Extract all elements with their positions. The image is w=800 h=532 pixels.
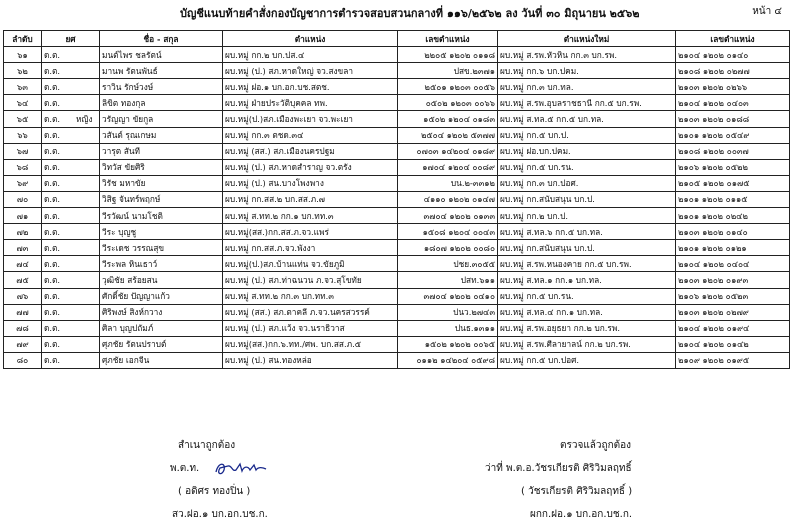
row-new-position-number: ๒๑๐๘ ๑๒๐๒ ๐๐๓๗ xyxy=(676,143,790,159)
row-rank: ด.ต. xyxy=(42,63,70,79)
row-gender xyxy=(70,256,100,272)
page-number: หน้า ๔ xyxy=(752,6,782,17)
row-position-number: ๑๘๐๗ ๑๒๐๒ ๐๐๘๐ xyxy=(398,240,498,256)
row-order: ๗๒ xyxy=(4,224,42,240)
row-order: ๗๖ xyxy=(4,288,42,304)
row-position: ผบ.หมู่ ฝอ.๑ บก.อก.บช.สตช. xyxy=(223,79,398,95)
col-header-position-number: เลขตำแหน่ง xyxy=(398,31,498,47)
table-row xyxy=(4,127,790,143)
row-new-position-number: ๒๑๐๔ ๑๒๐๒ ๐๑๔๒ xyxy=(676,336,790,352)
row-position-number: ๐๗๐๓ ๑๔๒๐๔ ๐๑๘๙ xyxy=(398,143,498,159)
document-title: บัญชีแนบท้ายคำสั่งกองบัญชาการตำรวจสอบสวนกลางที่ ๑๑๖/๒๕๖๒ ลง วันที่ ๓๐ มิถุนายน ๒๕๖๒ xyxy=(180,7,640,20)
personnel-table xyxy=(3,30,790,369)
row-position-number: บน.๒-๓๓๑๒ xyxy=(398,175,498,191)
col-header-new-position: ตำแหน่งใหม่ xyxy=(498,31,676,47)
row-name: วิทวัส ขัยศิริ xyxy=(100,159,223,175)
row-new-position: ผบ.หมู่ ส.ทล.๖ กก.๕ บก.ทล. xyxy=(498,224,676,240)
row-gender xyxy=(70,272,100,288)
row-position: ผบ.หมู่ ส.ทท.๒ กก.๓ บก.ทท.๓ xyxy=(223,288,398,304)
row-new-position-number: ๒๑๐๔ ๑๒๐๒ ๐๑๙๔ xyxy=(676,320,790,336)
table-row xyxy=(4,208,790,224)
row-name: วารุต สันที xyxy=(100,143,223,159)
row-new-position: ผบ.หมู่ กก.๓ บก.ทล. xyxy=(498,79,676,95)
row-position: ผบ.หมู่ กก.๓ ตชด.๓๔ xyxy=(223,127,398,143)
row-gender xyxy=(70,63,100,79)
row-gender xyxy=(70,336,100,352)
row-new-position: ผบ.หมู่ กก.๕ บก.รน. xyxy=(498,288,676,304)
row-rank: ด.ต. xyxy=(42,336,70,352)
row-gender xyxy=(70,79,100,95)
table-row xyxy=(4,256,790,272)
row-new-position: ผบ.หมู่ กก.๖ บก.ปคม. xyxy=(498,63,676,79)
col-header-order: ลำดับ xyxy=(4,31,42,47)
table-row xyxy=(4,191,790,207)
row-new-position: ผบ.หมู่ กก.๕ บก.ป. xyxy=(498,127,676,143)
row-new-position-number: ๒๑๐๑ ๑๒๐๒ ๐๑๑๕ xyxy=(676,191,790,207)
row-gender xyxy=(70,47,100,63)
row-position: ผบ.หมู่ (ป.) สภ.แว้ง จว.นราธิวาส xyxy=(223,320,398,336)
table-row xyxy=(4,336,790,352)
row-position-number: ปชย.๓๐๕๕ xyxy=(398,256,498,272)
row-gender xyxy=(70,304,100,320)
row-position: ผบ.หมู่ กก.สส.ภ.จว.พังงา xyxy=(223,240,398,256)
table-row xyxy=(4,288,790,304)
row-order: ๗๓ xyxy=(4,240,42,256)
row-new-position: ผบ.หมู่ ส.ทล.๑ กก.๑ บก.ทล. xyxy=(498,272,676,288)
row-position-number: ๑๕๐๘ ๑๒๐๔ ๐๐๔๓ xyxy=(398,224,498,240)
row-position: ผบ.หมู่ ฝ่ายประวัติบุคคล ทพ. xyxy=(223,95,398,111)
row-rank: ด.ต. xyxy=(42,272,70,288)
row-new-position: ผบ.หมู่ ส.รพ.อุบลราชธานี กก.๕ บก.รพ. xyxy=(498,95,676,111)
row-name: วีระ บุญชู xyxy=(100,224,223,240)
row-new-position: ผบ.หมู่ ส.ทล.๔ กก.๑ บก.ทล. xyxy=(498,304,676,320)
row-order: ๗๔ xyxy=(4,256,42,272)
row-new-position-number: ๒๑๐๑ ๑๒๐๒ ๐๑๒๑ xyxy=(676,240,790,256)
row-name: ศุภชัย เอกจีน xyxy=(100,352,223,368)
row-name: วสันต์ รุณเกษม xyxy=(100,127,223,143)
row-name: วีรวัฒน์ นามโชติ xyxy=(100,208,223,224)
row-rank: ด.ต. xyxy=(42,320,70,336)
row-position-number: ๓๗๐๔ ๑๒๐๒ ๐๑๓๓ xyxy=(398,208,498,224)
row-gender xyxy=(70,191,100,207)
row-order: ๘๐ xyxy=(4,352,42,368)
row-position: ผบ.หมู่ (ป.) สภ.หาดสำราญ จว.ตรัง xyxy=(223,159,398,175)
row-gender xyxy=(70,159,100,175)
row-gender xyxy=(70,320,100,336)
row-name: ราวิน รักษ์วงษ์ xyxy=(100,79,223,95)
row-position: ผบ.หมู่(สส.)กก.๖.ทท./ศพ. บก.สส.ภ.๕ xyxy=(223,336,398,352)
row-new-position-number: ๒๑๐๔ ๑๒๐๒ ๐๔๐๓ xyxy=(676,95,790,111)
row-gender xyxy=(70,352,100,368)
row-order: ๖๔ xyxy=(4,95,42,111)
row-rank: ด.ต. xyxy=(42,79,70,95)
row-position-number: ๓๗๐๔ ๑๒๐๒ ๐๔๑๐ xyxy=(398,288,498,304)
left-signer-position: สว.ฝอ.๑ บก.อก.บช.ก. xyxy=(172,509,268,520)
row-rank: ด.ต. xyxy=(42,175,70,191)
row-new-position-number: ๒๑๐๔ ๑๒๐๒ ๐๔๐๔ xyxy=(676,256,790,272)
row-rank: ด.ต. xyxy=(42,352,70,368)
row-name: วิสิฐ จันทร์พฤกษ์ xyxy=(100,191,223,207)
row-position: ผบ.หมู่(ป.)สภ.เมืองพะเยา จว.พะเยา xyxy=(223,111,398,127)
row-name: วุฒิชัย สร้อยสน xyxy=(100,272,223,288)
row-position-number: ปนว.๒๗๔๓ xyxy=(398,304,498,320)
row-position: ผบ.หมู่ (สส.) สภ.เมืองนครปฐม xyxy=(223,143,398,159)
right-signer-name: ( วัชรเกียรติ ศิริวิมลฤทธิ์ ) xyxy=(521,486,633,497)
table-row xyxy=(4,159,790,175)
row-position: ผบ.หมู่ กก.สส.๒ บก.สส.ภ.๗ xyxy=(223,191,398,207)
row-gender xyxy=(70,143,100,159)
row-gender xyxy=(70,127,100,143)
row-position: ผบ.หมู่ (ป.) สภ.ท่าฉนวน ภ.จว.สุโขทัย xyxy=(223,272,398,288)
row-position-number: ปสข.๒๓๗๑ xyxy=(398,63,498,79)
row-rank: ด.ต. xyxy=(42,47,70,63)
right-signer-rank-name: ว่าที่ พ.ต.อ.วัชรเกียรติ ศิริวิมลฤทธิ์ xyxy=(485,463,632,474)
row-rank: ด.ต. xyxy=(42,240,70,256)
row-new-position: ผบ.หมู่ กก.สนับสนุน บก.ป. xyxy=(498,240,676,256)
table-row xyxy=(4,111,790,127)
row-position-number: ๒๒๐๕ ๑๒๐๒ ๐๑๑๘ xyxy=(398,47,498,63)
table-row xyxy=(4,95,790,111)
row-order: ๗๑ xyxy=(4,208,42,224)
table-row xyxy=(4,240,790,256)
row-new-position-number: ๒๑๐๙ ๑๒๐๒ ๐๑๙๕ xyxy=(676,352,790,368)
row-gender xyxy=(70,240,100,256)
table-row xyxy=(4,352,790,368)
row-rank: ด.ต. xyxy=(42,127,70,143)
table-row xyxy=(4,224,790,240)
row-order: ๗๐ xyxy=(4,191,42,207)
certify-copy-text: สำเนาถูกต้อง xyxy=(178,440,236,451)
row-gender xyxy=(70,224,100,240)
col-header-new-position-number: เลขตำแหน่ง xyxy=(676,31,790,47)
row-new-position: ผบ.หมู่ ส.ทล.๕ กก.๕ บก.ทล. xyxy=(498,111,676,127)
right-signer-position: ผกก.ฝอ.๑ บก.อก.บช.ก. xyxy=(530,509,633,520)
col-header-position: ตำแหน่ง xyxy=(223,31,398,47)
table-row xyxy=(4,47,790,63)
row-order: ๖๘ xyxy=(4,159,42,175)
col-header-rank: ยศ xyxy=(42,31,100,47)
row-name: ศิริพงษ์ สิงห์กวาง xyxy=(100,304,223,320)
row-rank: ด.ต. xyxy=(42,208,70,224)
row-order: ๗๗ xyxy=(4,304,42,320)
row-new-position-number: ๒๑๐๕ ๑๒๐๒ ๐๑๗๕ xyxy=(676,175,790,191)
row-new-position-number: ๒๑๐๘ ๑๒๐๒ ๐๒๗๗ xyxy=(676,63,790,79)
row-gender xyxy=(70,208,100,224)
row-position-number: ปนธ.๑๓๑๑ xyxy=(398,320,498,336)
row-new-position-number: ๒๑๐๓ ๑๒๐๒ ๐๑๔๐ xyxy=(676,224,790,240)
row-position-number: ปสท.๖๑๑ xyxy=(398,272,498,288)
row-new-position-number: ๒๑๐๓ ๑๒๐๒ ๐๑๘๘ xyxy=(676,111,790,127)
row-name: ศิลา บุญปถัมภ์ xyxy=(100,320,223,336)
row-name: ลิขิต ทองกุล xyxy=(100,95,223,111)
row-position-number: ๒๕๐๔ ๑๒๐๒ ๕๓๗๗ xyxy=(398,127,498,143)
col-header-name: ชื่อ - สกุล xyxy=(100,31,223,47)
row-new-position-number: ๒๑๐๑ ๑๒๐๒ ๐๕๔๙ xyxy=(676,127,790,143)
row-gender xyxy=(70,288,100,304)
table-row xyxy=(4,63,790,79)
row-new-position: ผบ.หมู่ กก.สนับสนุน บก.ป. xyxy=(498,191,676,207)
document-header xyxy=(0,4,800,20)
table-row xyxy=(4,79,790,95)
row-order: ๖๕ xyxy=(4,111,42,127)
handwritten-signature xyxy=(210,458,272,478)
table-header-row xyxy=(4,31,790,47)
row-new-position: ผบ.หมู่ ส.รพ.หนองคาย กก.๕ บก.รพ. xyxy=(498,256,676,272)
row-new-position-number: ๒๑๐๖ ๑๒๐๒ ๐๕๒๓ xyxy=(676,288,790,304)
left-signer-rank: พ.ต.ท. xyxy=(170,463,200,474)
row-new-position-number: ๒๑๐๖ ๑๒๐๒ ๐๕๒๒ xyxy=(676,159,790,175)
table-row xyxy=(4,320,790,336)
row-position-number: ๑๕๐๒ ๑๒๐๔ ๐๑๘๓ xyxy=(398,111,498,127)
row-order: ๖๑ xyxy=(4,47,42,63)
row-new-position-number: ๒๑๐๑ ๑๒๐๒ ๐๒๔๒ xyxy=(676,208,790,224)
row-new-position: ผบ.หมู่ กก.๕ บก.ปอศ. xyxy=(498,352,676,368)
row-position: ผบ.หมู่ (ป.) สภ.หาดใหญ่ จว.สงขลา xyxy=(223,63,398,79)
row-new-position: ผบ.หมู่ กก.๒ บก.ป. xyxy=(498,208,676,224)
row-position-number: ๔๑๑๐ ๑๒๐๒ ๐๑๔๗ xyxy=(398,191,498,207)
row-rank: ด.ต. xyxy=(42,304,70,320)
table-row xyxy=(4,304,790,320)
row-rank: ด.ต. xyxy=(42,224,70,240)
row-position-number: ๐๑๑๒ ๑๔๒๐๔ ๐๕๙๘ xyxy=(398,352,498,368)
row-position-number: ๒๕๐๑ ๑๒๐๓ ๐๐๕๖ xyxy=(398,79,498,95)
row-new-position-number: ๒๑๐๓ ๑๒๐๒ ๐๒๖๖ xyxy=(676,79,790,95)
left-signer-name: ( อดิศร ทองปิ่น ) xyxy=(178,486,251,497)
row-rank: ด.ต. xyxy=(42,159,70,175)
row-name: ศุภชัย รัตนปราบต์ xyxy=(100,336,223,352)
row-rank: ด.ต. xyxy=(42,95,70,111)
row-position: ผบ.หมู่(สส.)กก.สส.ภ.จว.แพร่ xyxy=(223,224,398,240)
row-gender: หญิง xyxy=(70,111,100,127)
row-name: วิรัช มหาขัย xyxy=(100,175,223,191)
row-position: ผบ.หมู่ (สส.) สภ.ตาคลี ภ.จว.นครสวรรค์ xyxy=(223,304,398,320)
row-rank: ด.ต. xyxy=(42,111,70,127)
row-new-position: ผบ.หมู่ ส.รพ.หัวหิน กก.๓ บก.รพ. xyxy=(498,47,676,63)
row-new-position: ผบ.หมู่ ส.รพ.ศีลายาลน์ กก.๒ บก.รพ. xyxy=(498,336,676,352)
row-name: วีระพล หินเธาว์ xyxy=(100,256,223,272)
row-position-number: ๑๕๐๒ ๑๒๐๒ ๐๐๖๕ xyxy=(398,336,498,352)
row-order: ๖๙ xyxy=(4,175,42,191)
row-gender xyxy=(70,95,100,111)
row-position: ผบ.หมู่(ป.)สภ.บ้านแท่น จว.ขัยภูมิ xyxy=(223,256,398,272)
row-name: วีระเดช วรรณสุข xyxy=(100,240,223,256)
row-order: ๗๕ xyxy=(4,272,42,288)
row-order: ๖๓ xyxy=(4,79,42,95)
row-order: ๖๗ xyxy=(4,143,42,159)
row-order: ๗๘ xyxy=(4,320,42,336)
row-rank: ด.ต. xyxy=(42,191,70,207)
row-name: ศักดิ์ชัย ปัญญาแก้ว xyxy=(100,288,223,304)
row-new-position-number: ๒๑๐๓ ๑๒๐๒ ๐๒๗๙ xyxy=(676,304,790,320)
row-position: ผบ.หมู่ ส.ทท.๒ กก.๑ บก.ทท.๓ xyxy=(223,208,398,224)
row-name: มานพ รัตนพันธ์ xyxy=(100,63,223,79)
verified-text: ตรวจแล้วถูกต้อง xyxy=(560,440,632,451)
row-order: ๖๒ xyxy=(4,63,42,79)
row-new-position-number: ๒๑๐๓ ๑๒๐๒ ๐๑๙๓ xyxy=(676,272,790,288)
row-position-number: ๐๕๐๒ ๑๒๐๓ ๐๐๖๖ xyxy=(398,95,498,111)
row-new-position: ผบ.หมู่ ส.รพ.อยุธยา กก.๒ บก.รพ. xyxy=(498,320,676,336)
row-new-position-number: ๒๑๐๔ ๑๒๐๒ ๐๑๔๐ xyxy=(676,47,790,63)
table-body xyxy=(4,47,790,369)
row-order: ๖๖ xyxy=(4,127,42,143)
row-gender xyxy=(70,175,100,191)
row-new-position: ผบ.หมู่ ฝอ.บก.ปคม. xyxy=(498,143,676,159)
row-new-position: ผบ.หมู่ กก.๕ บก.รน. xyxy=(498,159,676,175)
row-rank: ด.ต. xyxy=(42,143,70,159)
row-position: ผบ.หมู่ กก.๒ บก.ปส.๔ xyxy=(223,47,398,63)
table-row xyxy=(4,272,790,288)
row-position: ผบ.หมู่ (ป.) สน.บางโพงพาง xyxy=(223,175,398,191)
row-position-number: ๑๗๐๔ ๑๒๐๔ ๐๐๘๙ xyxy=(398,159,498,175)
row-new-position: ผบ.หมู่ กก.๓ บก.ปอศ. xyxy=(498,175,676,191)
row-rank: ด.ต. xyxy=(42,256,70,272)
table-row xyxy=(4,143,790,159)
row-position: ผบ.หมู่ (ป.) สน.ทองหล่อ xyxy=(223,352,398,368)
table-row xyxy=(4,175,790,191)
row-name: วรัญญา ขัยกูล xyxy=(100,111,223,127)
row-order: ๗๙ xyxy=(4,336,42,352)
row-name: มนต์ไพร ชลรัตน์ xyxy=(100,47,223,63)
row-rank: ด.ต. xyxy=(42,288,70,304)
